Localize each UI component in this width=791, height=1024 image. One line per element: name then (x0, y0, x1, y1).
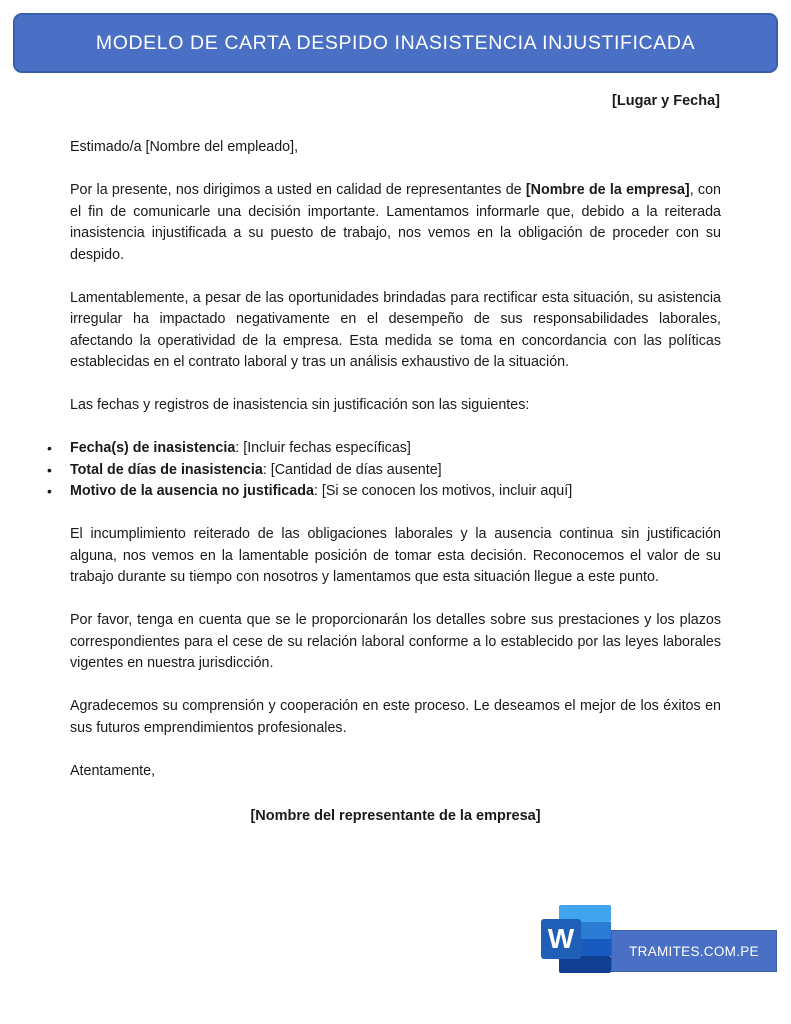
list-intro: Las fechas y registros de inasistencia sin justificación son las siguientes: (70, 397, 530, 413)
greeting: Estimado/a [Nombre del empleado], (70, 139, 299, 155)
paragraph-reasons: Lamentablemente, a pesar de las oportunidades brindadas para rectificar esta situación, su asistencia irregular ha impactado negativamente en el desempeño de sus responsabilidades laborales, afectando la operatividad de la empresa. Esta medida se toma en concordancia con las políticas establecidas en el contrato laboral y tras un análisis exhaustivo de la situación. (70, 289, 721, 370)
closing: Atentamente, (70, 762, 156, 779)
absence-details-list (47, 438, 721, 503)
place-date: [Lugar y Fecha] (612, 93, 720, 109)
word-icon-letter: W (547, 923, 575, 954)
list-item (47, 438, 721, 460)
document-title: MODELO DE CARTA DESPIDO INASISTENCIA INJUSTIFICADA (95, 31, 696, 54)
paragraph-thanks: Agradecemos su comprensión y cooperación en este proceso. Le deseamos el mejor de los éxitos en sus futuros emprendimientos profesionales. (70, 698, 721, 736)
letter-body (47, 137, 721, 804)
word-icon (541, 905, 612, 973)
paragraph-intro-text: Por la presente, nos dirigimos a usted en calidad de representantes de (70, 182, 526, 198)
brand-badge (611, 930, 777, 972)
bullet-icon: • (47, 483, 52, 499)
list-item-label: Fecha(s) de inasistencia (70, 440, 236, 456)
list-item-value: : [Si se conocen los motivos, incluir aquí] (313, 483, 573, 499)
signature-placeholder: [Nombre del representante de la empresa] (250, 808, 541, 824)
company-name-placeholder: [Nombre de la empresa] (525, 182, 690, 198)
paragraph-breach: El incumplimiento reiterado de las obligaciones laborales y la ausencia continua sin justificación alguna, nos vemos en la lamentable posición de tomar esta decisión. Reconocemos el valor de su trabajo durante su tiempo con nosotros y lamentamos que esta situación llegue a este punto. (70, 526, 721, 585)
list-item (47, 460, 721, 482)
paragraph-intro-rest: , con el fin de comunicarle una decisión importante. Lamentamos informarle que, debido a la reiterada inasistencia injustificada a su puesto de trabajo, nos vemos en la obligación de proceder con su despido. (70, 182, 721, 263)
bullet-icon: • (47, 461, 52, 478)
brand-name: TRAMITES.COM.PE (629, 943, 759, 959)
list-item (47, 481, 721, 503)
list-item-label: Total de días de inasistencia (70, 461, 263, 478)
list-item-label: Motivo de la ausencia no justificada (70, 483, 314, 499)
paragraph-benefits: Por favor, tenga en cuenta que se le proporcionarán los detalles sobre sus prestaciones y los plazos correspondientes para el cese de su relación laboral conforme a lo establecido por las leyes laborales vigentes en nuestra jurisdicción. (70, 612, 721, 671)
list-item-value: : [Cantidad de días ausente] (262, 461, 442, 478)
paragraph-intro (70, 180, 721, 266)
list-item-value: : [Incluir fechas específicas] (235, 440, 411, 456)
bullet-icon: • (47, 440, 52, 456)
header-banner (13, 13, 778, 73)
